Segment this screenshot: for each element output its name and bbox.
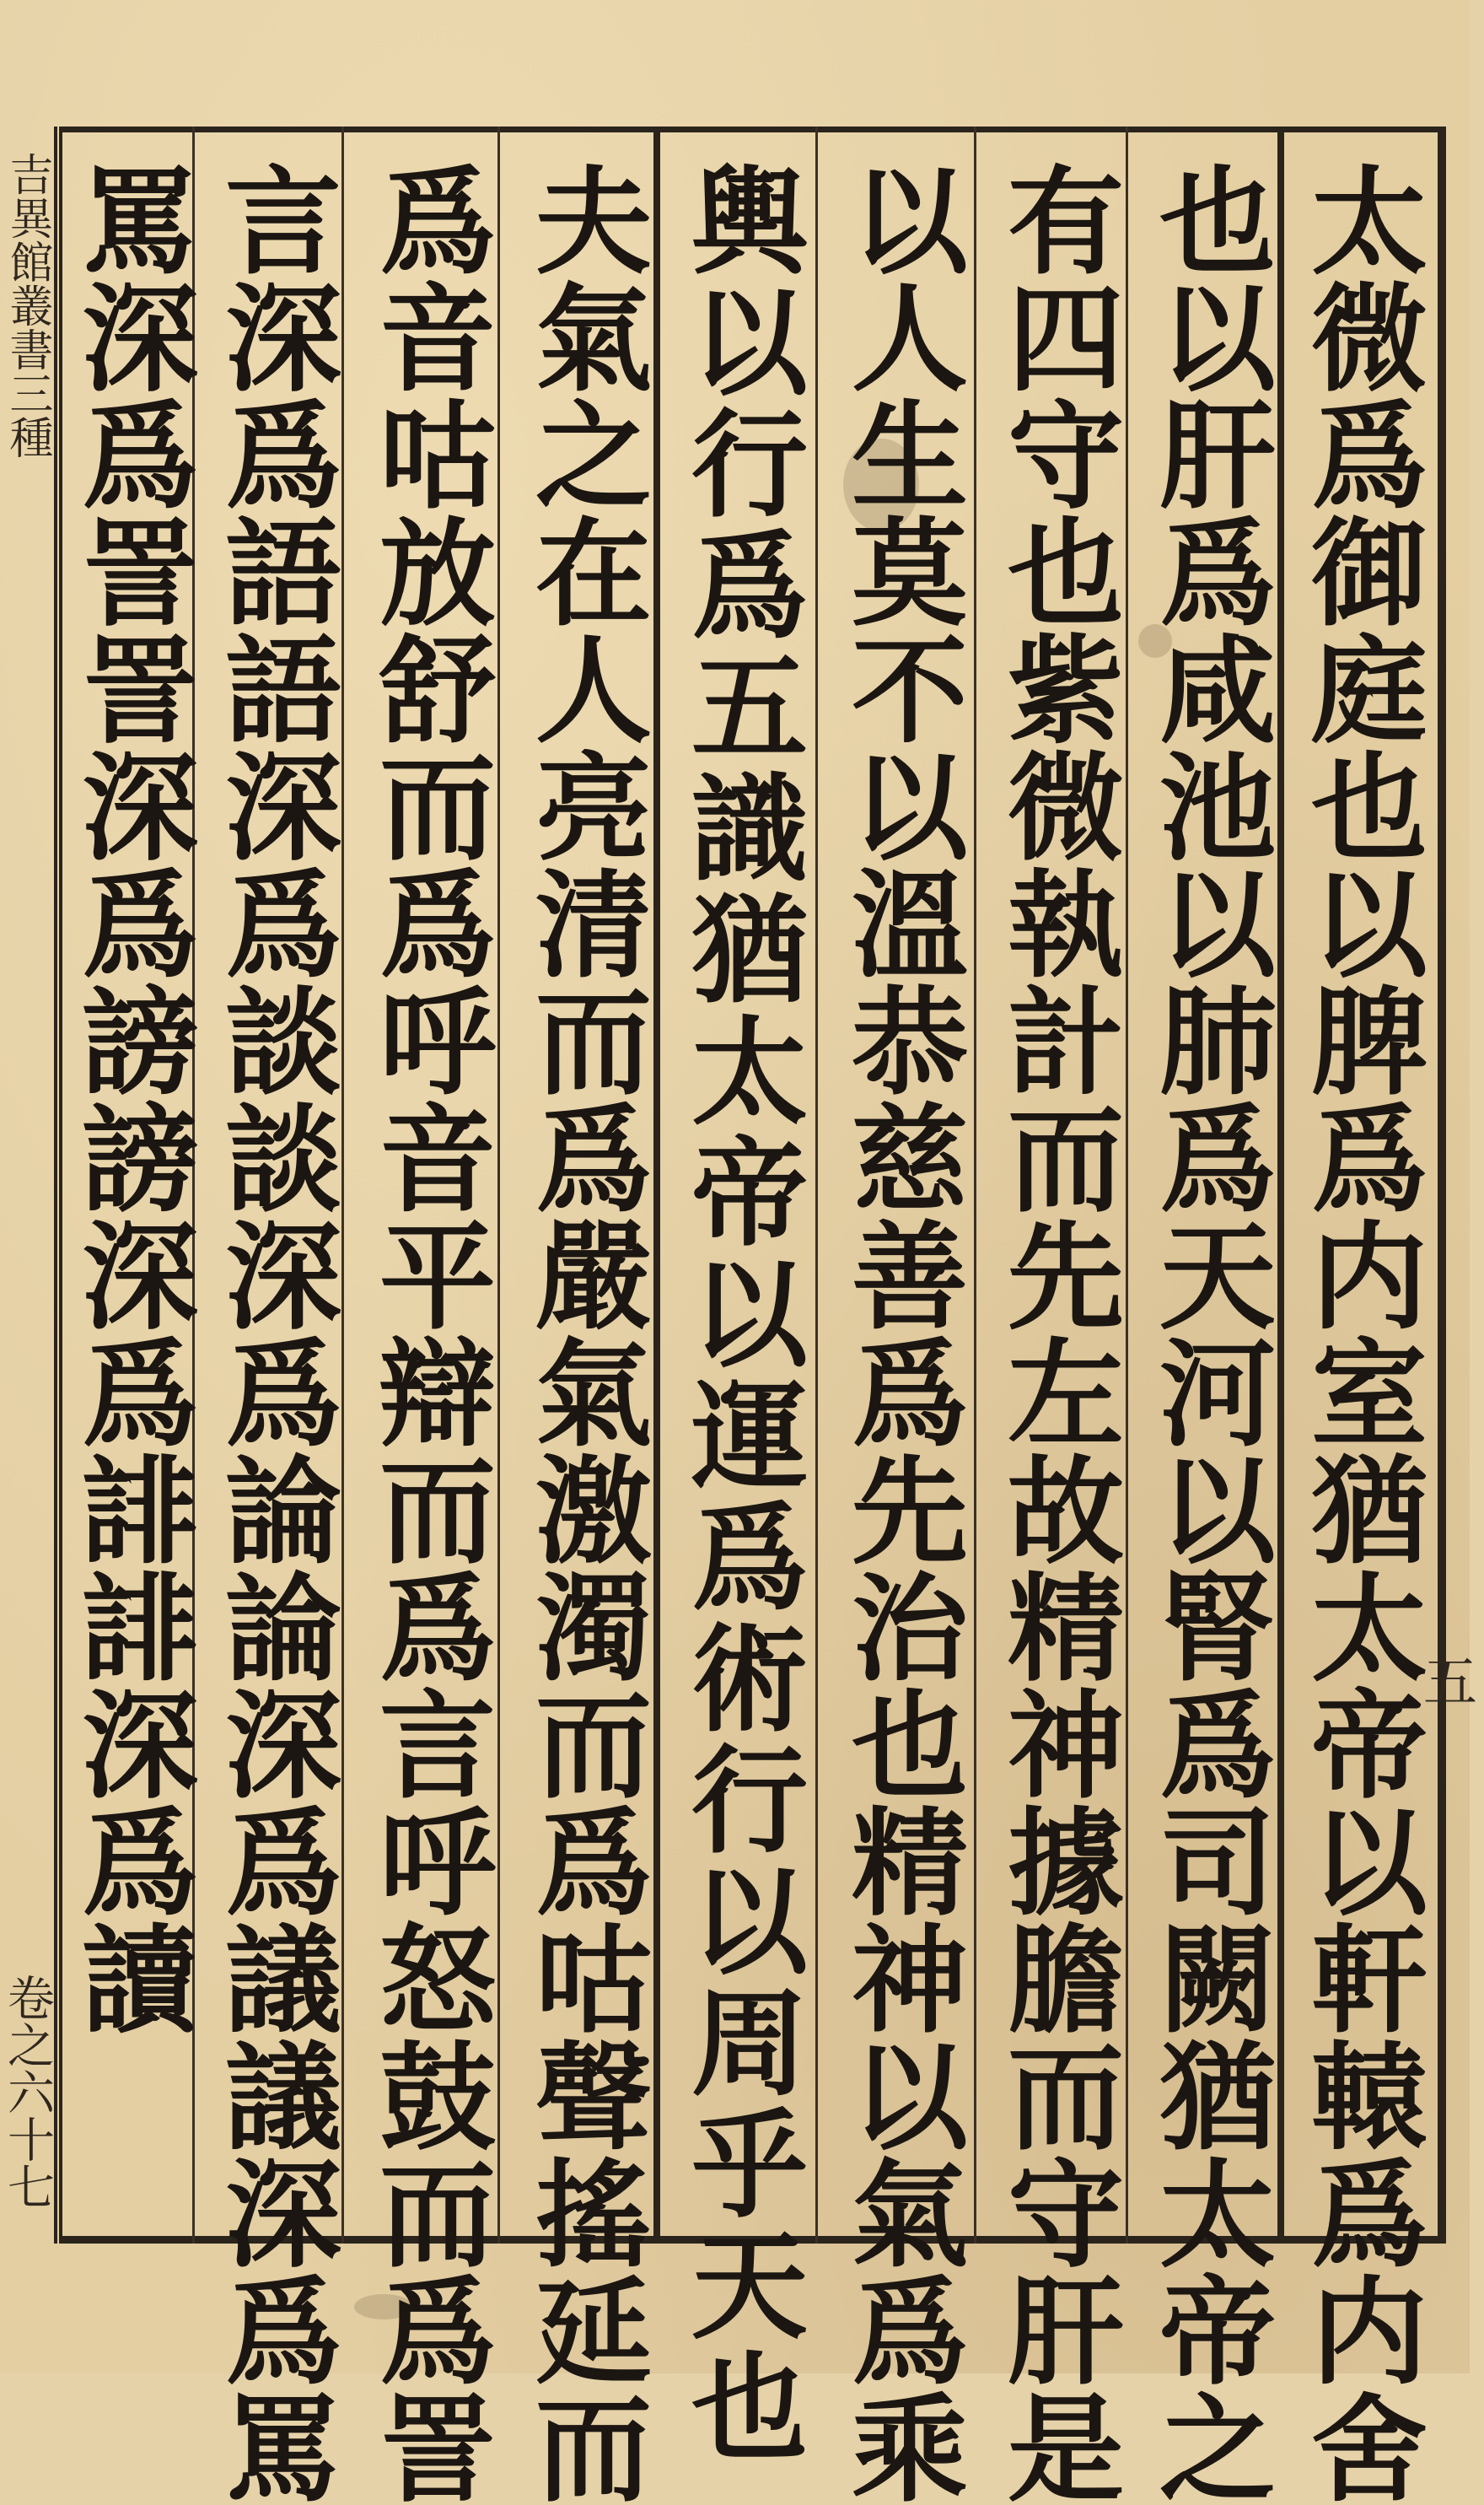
column-rule [815,127,818,2244]
column-rule [653,127,660,2244]
column-rule [974,127,976,2244]
text-column-9 [61,160,201,2218]
text-column-4 [831,160,971,2505]
column-rule [1277,127,1284,2244]
text-column-8 [204,160,344,2505]
text-column-2 [1138,160,1278,2505]
column-text: 有四守也紫微執計而先左故精神據膽而守肝是 [988,160,1126,2505]
column-text: 以人生莫不以溫恭慈善爲先治也精神以氣爲乘 [832,160,970,2505]
column-text: 輿以行爲五識猶太帝以運爲術行以周乎天也 [672,160,809,2468]
column-text: 也以肝爲咸池以肺爲天河以腎爲司闕猶太帝之 [1140,160,1277,2505]
column-text: 罵深爲詈詈深爲謗謗深爲誹誹深爲讀 [62,160,200,2036]
text-column-1 [1290,160,1430,2505]
text-column-7 [358,160,498,2505]
text-column-6 [514,160,654,2505]
column-text: 爲音咕放舒而爲呼音平辯而爲言呼怒鼓而爲詈 [360,160,497,2505]
margin-volume: 卷之六十七 [0,1974,55,2210]
block-heart-margin [0,127,57,2244]
column-text: 太微爲御庭也以脾爲内室猶太帝以軒轅爲内舍 [1292,160,1429,2505]
page-number: 五 [1414,1653,1476,1707]
column-text: 夫氣之在人亮清而爲嚴氣激濁而爲咕聲搖延而 [516,160,653,2505]
margin-title: 吉異館叢書三種 [2,152,52,459]
text-column-5 [670,160,810,2468]
text-column-3 [987,160,1126,2505]
column-text: 言深爲語語深爲談談深爲論論深爲議議深爲罵 [206,160,343,2505]
